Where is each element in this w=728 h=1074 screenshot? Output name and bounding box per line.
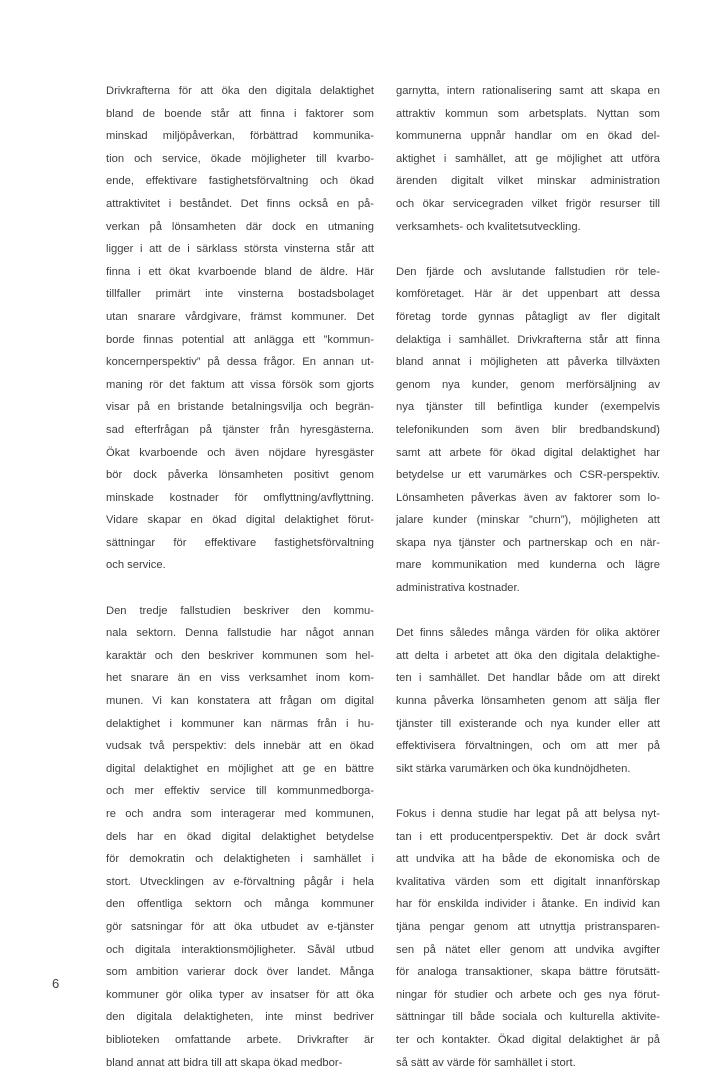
text-line: och ökar servicegraden vilket frigör resurser till xyxy=(396,197,660,210)
paragraph-gap xyxy=(106,577,374,600)
text-line: telefonikunden som även blir bredbandskund) xyxy=(396,423,660,436)
text-line: utan snarare vårdgivare, främst kommuner. Det xyxy=(106,310,374,323)
text-line: Lönsamheten påverkas även av faktorer som lo- xyxy=(396,491,660,504)
text-line: och digitala interaktionsmöjligheter. Såväl utbud xyxy=(106,943,374,956)
text-line: gör satsningar för att öka utbudet av e-tjänster xyxy=(106,920,374,933)
text-line: koncernperspektiv” på dessa frågor. En annan ut- xyxy=(106,356,374,369)
text-line: bland annat i möjligheten att påverka tillväxten xyxy=(396,356,660,369)
text-line: kommunerna uppnår handlar om en ökad del- xyxy=(396,130,660,143)
text-line: digital delaktighet en möjlighet att ge en bättre xyxy=(106,762,374,775)
text-line: Fokus i denna studie har legat på att belysa nyt- xyxy=(396,808,660,820)
text-line: effektivisera förvaltningen, och om att mer på xyxy=(396,740,660,753)
text-line: stort. Utvecklingen av e-förvaltning pågår i hela xyxy=(106,875,374,888)
text-line: administrativa kostnader. xyxy=(396,582,520,595)
text-line: bör dock påverka lönsamheten positivt genom xyxy=(106,469,374,482)
text-line: genom nya kunder, genom merförsäljning av xyxy=(396,378,660,391)
text-line: minskad miljöpåverkan, förbättrad kommunika- xyxy=(106,130,374,143)
text-line: att delta i arbetet att öka den digitala delaktighe- xyxy=(396,649,660,662)
text-line: minskade kostnader för omflyttning/avflyttning. xyxy=(106,491,374,504)
text-line: nya tjänster till befintliga kunder (exempelvis xyxy=(396,401,660,414)
text-line: för analoga transaktioner, skapa bättre förutsätt- xyxy=(396,966,660,979)
text-line: den offentliga sektorn och många kommuner xyxy=(106,898,374,911)
paragraph xyxy=(396,80,660,238)
text-line: Det finns således många värden för olika aktörer xyxy=(396,627,660,640)
text-line: sikt stärka varumärken och öka kundnöjdheten. xyxy=(396,762,631,775)
paragraph xyxy=(106,600,374,1074)
text-line: tan i ett producentperspektiv. Det är dock svårt xyxy=(396,830,660,843)
text-line: sad efterfrågan på tjänster från hyresgästerna. xyxy=(106,423,374,436)
text-line: ärenden digitalt vilket minskar administration xyxy=(396,175,660,188)
text-line: bland annat att bidra till att skapa ökad medbor- xyxy=(106,1056,343,1069)
text-line: ter och kontakter. Ökad digital delaktighet är på xyxy=(396,1033,660,1046)
page-number: 6 xyxy=(52,976,60,991)
text-line: attraktiv kommun som arbetsplats. Nyttan som xyxy=(396,107,660,120)
text-line: visar på en bristande betalningsvilja och begrän- xyxy=(106,401,374,414)
text-line: så sätt av värde för samhället i stort. xyxy=(396,1056,576,1069)
text-line: Ökat kvarboende och även nöjdare hyresgäster xyxy=(106,446,374,459)
text-line: borde finnas potential att anlägga ett ”kommun- xyxy=(106,333,374,346)
text-line: företag torde gynnas påtagligt av fler digitalt xyxy=(396,310,660,323)
text-line: tillfaller primärt inte vinsterna bostadsbolaget xyxy=(106,288,374,301)
text-line: sen på nätet eller genom att undvika avgifter xyxy=(396,943,660,956)
paragraph xyxy=(396,622,660,780)
text-line: tion och service, ökade möjligheter till kvarbo- xyxy=(106,152,374,165)
text-line: mare kommunikation med kunderna och lägre xyxy=(396,559,660,572)
text-line: Den tredje fallstudien beskriver den kommu- xyxy=(106,604,374,617)
text-line: munen. Vi kan konstatera att frågan om digital xyxy=(106,695,374,708)
text-line: nala sektorn. Denna fallstudie har något annan xyxy=(106,627,374,640)
text-line: ten i samhället. Det handlar både om att direkt xyxy=(396,672,660,685)
text-line: komföretaget. Här är det uppenbart att dessa xyxy=(396,288,660,301)
text-line: som ambition varierar dock över landet. Många xyxy=(106,966,374,979)
paragraph xyxy=(396,803,660,1074)
text-line: verksamhets- och kvalitetsutveckling. xyxy=(396,220,581,233)
text-line: delaktiga i samhället. Drivkrafterna står att finna xyxy=(396,333,660,346)
text-line: re och andra som interagerar med kommunen, xyxy=(106,808,374,820)
text-line: att undvika att ha både de ekonomiska och de xyxy=(396,853,660,866)
text-line: Drivkrafterna för att öka den digitala delaktighet xyxy=(106,85,374,97)
text-line: vudsak två perspektiv: dels innebär att en ökad xyxy=(106,740,374,753)
paragraph-gap xyxy=(396,238,660,261)
text-line: för demokratin och delaktigheten i samhället i xyxy=(106,853,374,866)
text-line: dels har en ökad digital delaktighet betydelse xyxy=(106,830,374,843)
text-line: sättningar för effektivare fastighetsförvaltning xyxy=(106,536,374,549)
text-line: biblioteken omfattande arbete. Drivkrafter är xyxy=(106,1033,374,1046)
text-line: betydelse ur ett varumärkes och CSR-perspektiv. xyxy=(396,469,660,482)
text-line: finna i ett ökat kvarboende bland de äldre. Här xyxy=(106,265,374,278)
text-line: Den fjärde och avslutande fallstudien rör tele- xyxy=(396,265,660,278)
text-line: sättningar till både sociala och kulturella aktivite- xyxy=(396,1011,660,1024)
text-line: attraktivitet i beståndet. Det finns också en på- xyxy=(106,197,374,210)
paragraph xyxy=(396,261,660,600)
text-line: jalare kunder (minskar ”churn”), möjligheten att xyxy=(396,514,660,527)
right-column xyxy=(396,80,660,1074)
text-line: skapa nya tjänster och partnerskap och en när- xyxy=(396,536,660,549)
text-line: bland de boende står att finna i faktorer som xyxy=(106,107,374,120)
text-line: karaktär och den beskriver kommunen som hel- xyxy=(106,649,374,662)
text-line: delaktighet i kommuner kan närmas från i hu- xyxy=(106,717,374,730)
text-line: ende, effektivare fastighetsförvaltning och ökad xyxy=(106,175,374,188)
text-line: den digitala delaktigheten, inte minst bedriver xyxy=(106,1011,374,1024)
text-line: aktighet i samhället, att ge möjlighet att utföra xyxy=(396,152,660,165)
left-column xyxy=(106,80,374,1074)
text-line: garnytta, intern rationalisering samt att skapa en xyxy=(396,85,660,97)
text-line: Vidare skapar en ökad digital delaktighet förut- xyxy=(106,514,374,527)
text-line: tjänster till existerande och nya kunder eller att xyxy=(396,717,660,730)
text-line: ligger i att de i särklass största vinsterna står att xyxy=(106,243,374,256)
text-line: verkan på lönsamheten där dock en utmaning xyxy=(106,220,374,233)
text-line: samt att arbete för ökad digital delaktighet har xyxy=(396,446,660,459)
paragraph xyxy=(106,80,374,577)
text-line: het snarare än en viss verksamhet inom kom- xyxy=(106,672,374,685)
text-line: tjäna pengar genom att utnyttja pristransparen- xyxy=(396,920,660,933)
text-line: har för enskilda individer i åtanke. En individ kan xyxy=(396,898,660,911)
text-line: och mer effektiv service till kommunmedborga- xyxy=(106,785,374,798)
text-line: kunna påverka lönsamheten genom att sälja fler xyxy=(396,695,660,708)
paragraph-gap xyxy=(396,780,660,803)
text-line: kvalitativa värden som ett digitalt innanförskap xyxy=(396,875,660,888)
paragraph-gap xyxy=(396,600,660,623)
text-line: maning rör det faktum att vissa försök som gjorts xyxy=(106,378,374,391)
text-line: ningar för studier och arbete och ges nya förut- xyxy=(396,988,660,1001)
text-line: och service. xyxy=(106,559,166,572)
text-line: kommuner gör olika typer av insatser för att öka xyxy=(106,988,374,1001)
